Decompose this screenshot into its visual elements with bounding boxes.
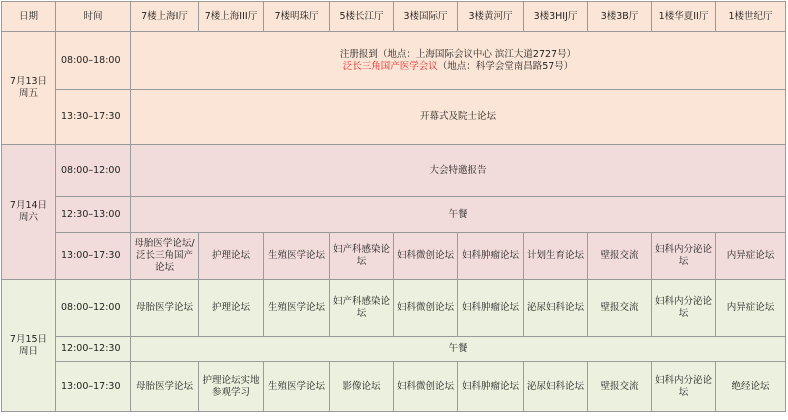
session-cell: 泌尿妇科论坛 <box>524 362 588 412</box>
opening-ceremony: 开幕式及院士论坛 <box>131 90 786 145</box>
registration-notice <box>131 32 786 90</box>
session-cell: 壁报交流 <box>588 280 652 337</box>
day1-date: 7月13日 <box>9 76 48 87</box>
day2-date: 7月14日 <box>9 200 48 211</box>
keynote-reports: 大会特邀报告 <box>131 145 786 197</box>
header-room: 3楼黄河厅 <box>458 2 524 32</box>
day2-row-1 <box>2 145 786 197</box>
day3-date-cell <box>2 280 56 412</box>
session-cell: 妇产科感染论坛 <box>330 233 394 280</box>
session-cell: 妇科肿瘤论坛 <box>458 233 524 280</box>
session-cell: 护理论坛实地参观学习 <box>199 362 264 412</box>
session-cell: 妇科肿瘤论坛 <box>458 280 524 337</box>
day3-row-1 <box>2 280 786 337</box>
day2-time-2: 12:30–13:00 <box>56 197 131 233</box>
header-room: 7楼明珠厅 <box>264 2 330 32</box>
header-room: 1楼世纪厅 <box>716 2 786 32</box>
conference-line <box>133 61 783 73</box>
lunch: 午餐 <box>131 337 786 362</box>
session-cell: 计划生育论坛 <box>524 233 588 280</box>
header-room: 5楼长江厅 <box>330 2 394 32</box>
session-cell: 母胎医学论坛/泛长三角国产论坛 <box>131 233 199 280</box>
day3-time-1: 08:00–12:00 <box>56 280 131 337</box>
day3-time-3: 13:00–17:30 <box>56 362 131 412</box>
day2-weekday: 周六 <box>18 212 38 223</box>
conference-location: （地点：科学会堂南昌路57号） <box>437 60 574 72</box>
day2-row-2 <box>2 197 786 233</box>
conference-name: 泛长三角国产医学会议 <box>342 60 438 72</box>
session-cell: 泌尿妇科论坛 <box>524 280 588 337</box>
session-cell: 壁报交流 <box>588 233 652 280</box>
session-cell: 妇科内分泌论坛 <box>652 280 716 337</box>
session-cell: 妇科内分泌论坛 <box>652 233 716 280</box>
day3-row-2 <box>2 337 786 362</box>
session-cell: 护理论坛 <box>199 280 264 337</box>
day1-row-1 <box>2 32 786 90</box>
session-cell: 护理论坛 <box>199 233 264 280</box>
header-room: 3楼3B厅 <box>588 2 652 32</box>
header-room: 3楼国际厅 <box>394 2 458 32</box>
session-cell: 内异症论坛 <box>716 280 786 337</box>
day3-date: 7月15日 <box>9 333 48 345</box>
session-cell: 绝经论坛 <box>716 362 786 412</box>
session-cell: 妇科内分泌论坛 <box>652 362 716 412</box>
session-cell: 生殖医学论坛 <box>264 362 330 412</box>
registration-line: 注册报到（地点：上海国际会议中心 滨江大道2727号） <box>339 48 577 60</box>
header-room: 7楼上海III厅 <box>199 2 264 32</box>
session-cell: 壁报交流 <box>588 362 652 412</box>
header-row <box>2 2 786 32</box>
session-cell: 母胎医学论坛 <box>131 280 199 337</box>
day3-weekday: 周日 <box>18 345 38 357</box>
day2-time-3: 13:00–17:30 <box>56 233 131 280</box>
session-cell: 母胎医学论坛 <box>131 362 199 412</box>
day1-time-2: 13:30–17:30 <box>56 90 131 145</box>
day2-row-3 <box>2 233 786 280</box>
session-cell: 生殖医学论坛 <box>264 280 330 337</box>
header-room: 1楼华夏II厅 <box>652 2 716 32</box>
schedule-table <box>1 1 786 412</box>
day2-date-cell <box>2 145 56 280</box>
session-cell: 妇科微创论坛 <box>394 280 458 337</box>
session-cell: 妇产科感染论坛 <box>330 280 394 337</box>
header-date: 日期 <box>2 2 56 32</box>
day3-row-3 <box>2 362 786 412</box>
day3-time-2: 12:00–12:30 <box>56 337 131 362</box>
day1-weekday: 周五 <box>18 88 38 99</box>
session-cell: 影像论坛 <box>330 362 394 412</box>
session-cell: 妇科微创论坛 <box>394 233 458 280</box>
session-cell: 妇科微创论坛 <box>394 362 458 412</box>
day1-time-1: 08:00–18:00 <box>56 32 131 90</box>
header-room: 7楼上海Ⅰ厅 <box>131 2 199 32</box>
header-time: 时间 <box>56 2 131 32</box>
day1-row-2 <box>2 90 786 145</box>
session-cell: 妇科肿瘤论坛 <box>458 362 524 412</box>
day1-date-cell <box>2 32 56 145</box>
header-room: 3楼3HIJ厅 <box>524 2 588 32</box>
session-cell: 生殖医学论坛 <box>264 233 330 280</box>
lunch: 午餐 <box>131 197 786 233</box>
session-cell: 内异症论坛 <box>716 233 786 280</box>
day2-time-1: 08:00–12:00 <box>56 145 131 197</box>
